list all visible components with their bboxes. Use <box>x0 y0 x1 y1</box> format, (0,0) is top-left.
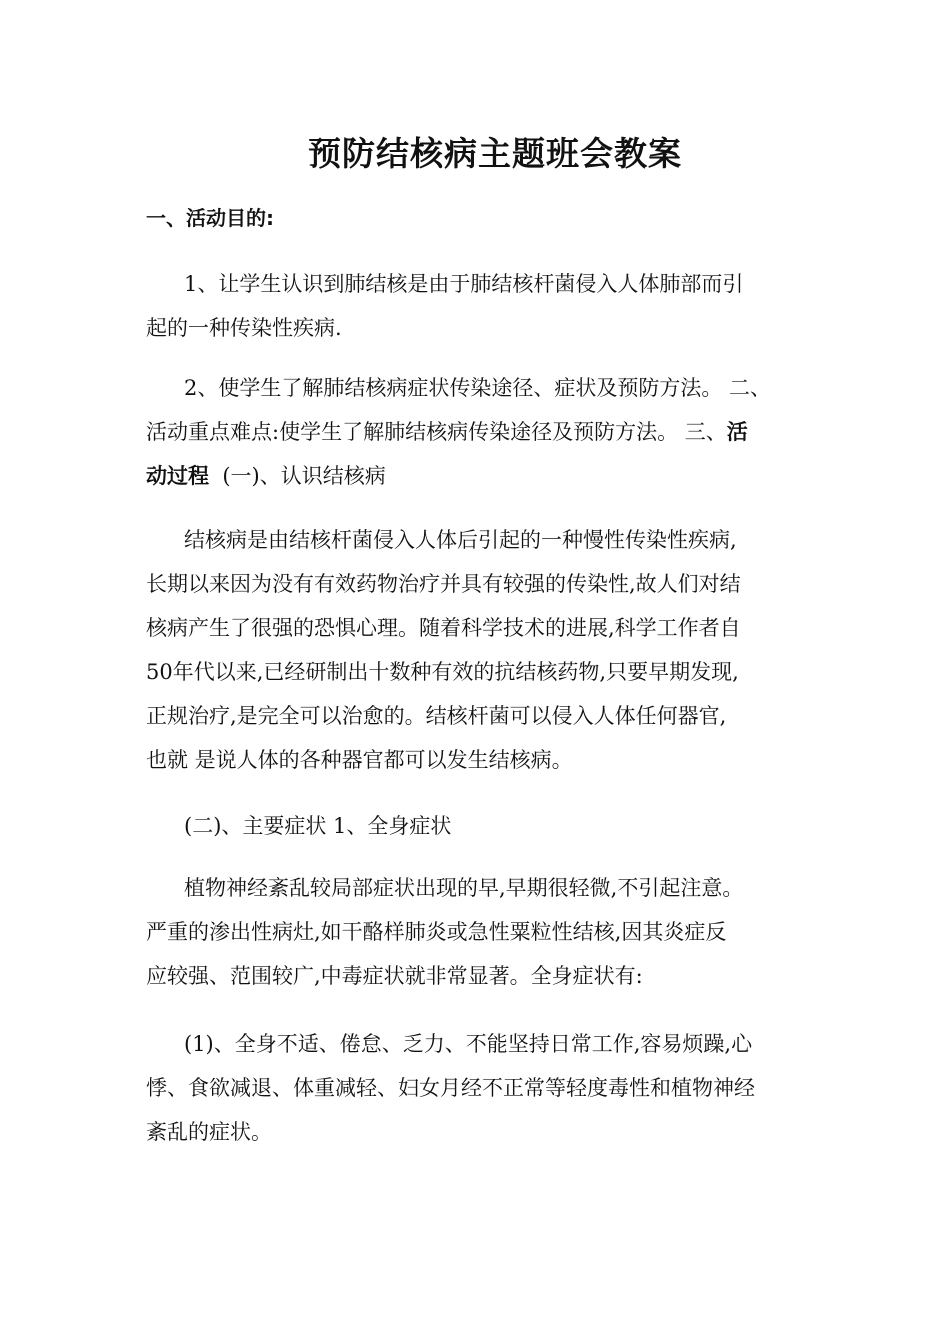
paragraph-text: 活动重点难点:使学生了解肺结核病传染途径及预防方法。 三、 <box>146 420 727 444</box>
paragraph-line: 1、让学生认识到肺结核是由于肺结核杆菌侵入人体肺部而引 <box>184 272 744 296</box>
paragraph-objective-1 <box>146 262 818 350</box>
paragraph-line: 结核病是由结核杆菌侵入人体后引起的一种慢性传染性疾病, <box>184 528 737 552</box>
paragraph-tuberculosis-intro <box>146 518 818 782</box>
paragraph-line: 长期以来因为没有有效药物治疗并具有较强的传染性,故人们对结 <box>146 572 741 596</box>
paragraph-line: 50年代以来,已经研制出十数种有效的抗结核药物,只要早期发现, <box>146 660 739 684</box>
paragraph-line: 严重的渗出性病灶,如干酪样肺炎或急性粟粒性结核,因其炎症反 <box>146 920 727 944</box>
document-title: 预防结核病主题班会教案 <box>308 134 682 173</box>
paragraph-line <box>146 454 818 498</box>
paragraph-line: 也就 是说人体的各种器官都可以发生结核病。 <box>146 748 573 772</box>
bold-text: 活 <box>726 420 748 444</box>
section-heading-objectives: 一、活动目的: <box>146 206 274 230</box>
paragraph-objective-2 <box>146 366 818 498</box>
paragraph-line: (二)、主要症状 1、全身症状 <box>184 814 452 838</box>
paragraph-line: 正规治疗,是完全可以治愈的。结核杆菌可以侵入人体任何器官, <box>146 704 727 728</box>
paragraph-line: 2、使学生了解肺结核病症状传染途径、症状及预防方法。 二、 <box>184 376 772 400</box>
paragraph-line: 紊乱的症状。 <box>146 1120 272 1144</box>
paragraph-line <box>146 410 818 454</box>
paragraph-symptoms-heading <box>146 804 818 848</box>
paragraph-general-symptoms <box>146 866 818 998</box>
paragraph-line: 植物神经紊乱较局部症状出现的早,早期很轻微,不引起注意。 <box>184 876 744 900</box>
paragraph-symptom-1 <box>146 1022 818 1154</box>
paragraph-text: (一)、认识结核病 <box>209 464 386 488</box>
paragraph-line: 核病产生了很强的恐惧心理。随着科学技术的进展,科学工作者自 <box>146 616 741 640</box>
paragraph-line: 悸、食欲减退、体重减轻、妇女月经不正常等轻度毒性和植物神经 <box>146 1076 755 1100</box>
paragraph-line: 应较强、范围较广,中毒症状就非常显著。全身症状有: <box>146 964 643 988</box>
paragraph-line: (1)、全身不适、倦怠、乏力、不能坚持日常工作,容易烦躁,心 <box>184 1032 753 1056</box>
bold-text: 动过程 <box>146 464 209 488</box>
paragraph-line: 起的一种传染性疾病. <box>146 316 342 340</box>
